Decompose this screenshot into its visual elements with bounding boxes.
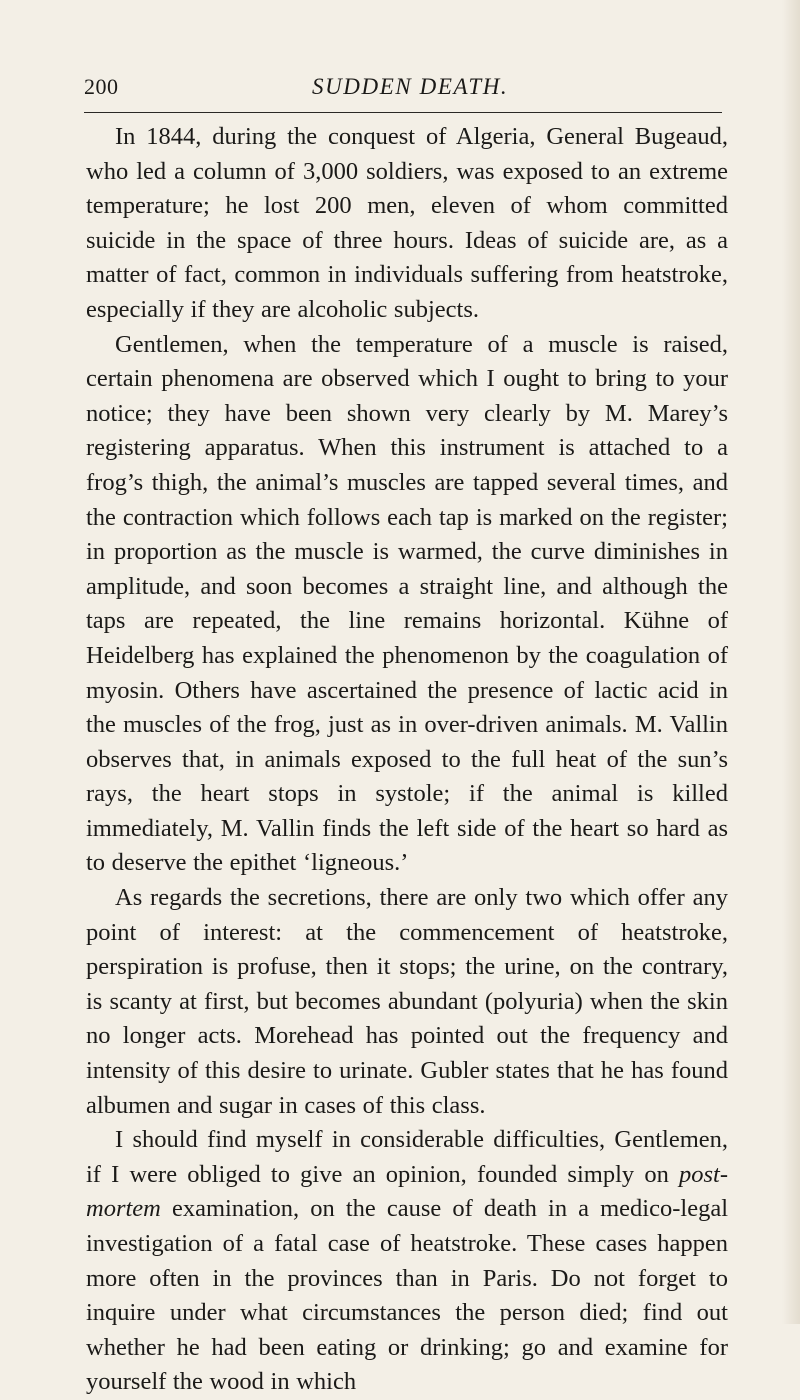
paragraph-text: As regards the secretions, there are only two which offer any point of interest: at the commencement of heatstroke, perspiration is profuse, then it stops; the urine, on the contrary, is scanty at first, but becomes abundant (polyuria) when the skin no longer acts. Morehead has pointed out the frequency and intensity of this desire to urinate. Gubler states that he has found albumen and sugar in cases of this class.: [86, 884, 728, 1119]
page-number: 200: [84, 74, 119, 99]
body-text: [86, 120, 728, 1400]
paragraph: [86, 328, 728, 882]
paragraph-text: examination, on the cause of death in a medico-legal investigation of a fatal case of heatstroke. These cases happen more often in the provinces than in Paris. Do not forget to inquire under what circumstances the person died; find out whether he had been eating or drinking; go and examine for yourself the wood in which: [86, 1195, 728, 1396]
paragraph: [86, 120, 728, 328]
paragraph-text: In 1844, during the conquest of Algeria, General Bugeaud, who led a column of 3,000 soldiers, was exposed to an extreme temperature; he lost 200 men, eleven of whom committed suicide in the space of three hours. Ideas of suicide are, as a matter of fact, common in individuals suffering from heatstroke, especially if they are alcoholic subjects.: [86, 123, 728, 323]
paragraph: [86, 1123, 728, 1400]
paragraph-text: Gentlemen, when the temperature of a muscle is raised, certain phenomena are observed which I ought to bring to your notice; they have been shown very clearly by M. Marey’s registering apparatus. When this instrument is attached to a frog’s thigh, the animal’s muscles are tapped several times, and the contraction which follows each tap is marked on the register; in proportion as the muscle is warmed, the curve diminishes in amplitude, and soon becomes a straight line, and although the taps are repeated, the line remains horizontal. Kühne of Heidelberg has explained the phenomenon by the coagulation of myosin. Others have ascertained the presence of lactic acid in the muscles of the frog, just as in over-driven animals. M. Vallin observes that, in animals exposed to the full heat of the sun’s rays, the heart stops in systole; if the animal is killed immediately, M. Vallin finds the left side of the heart so hard as to deserve the epithet ‘ligneous.’: [86, 330, 728, 877]
italic-term: post-mortem: [86, 1160, 728, 1223]
paragraph: [86, 881, 728, 1123]
header-rule: [84, 112, 722, 113]
page-header: [84, 74, 724, 108]
page-edge-shadow: [782, 0, 800, 1324]
paragraph-text: I should find myself in considerable difficulties, Gentlemen, if I were obliged to give an opinion, founded simply on: [86, 1126, 728, 1188]
running-title: SUDDEN DEATH.: [312, 74, 509, 99]
